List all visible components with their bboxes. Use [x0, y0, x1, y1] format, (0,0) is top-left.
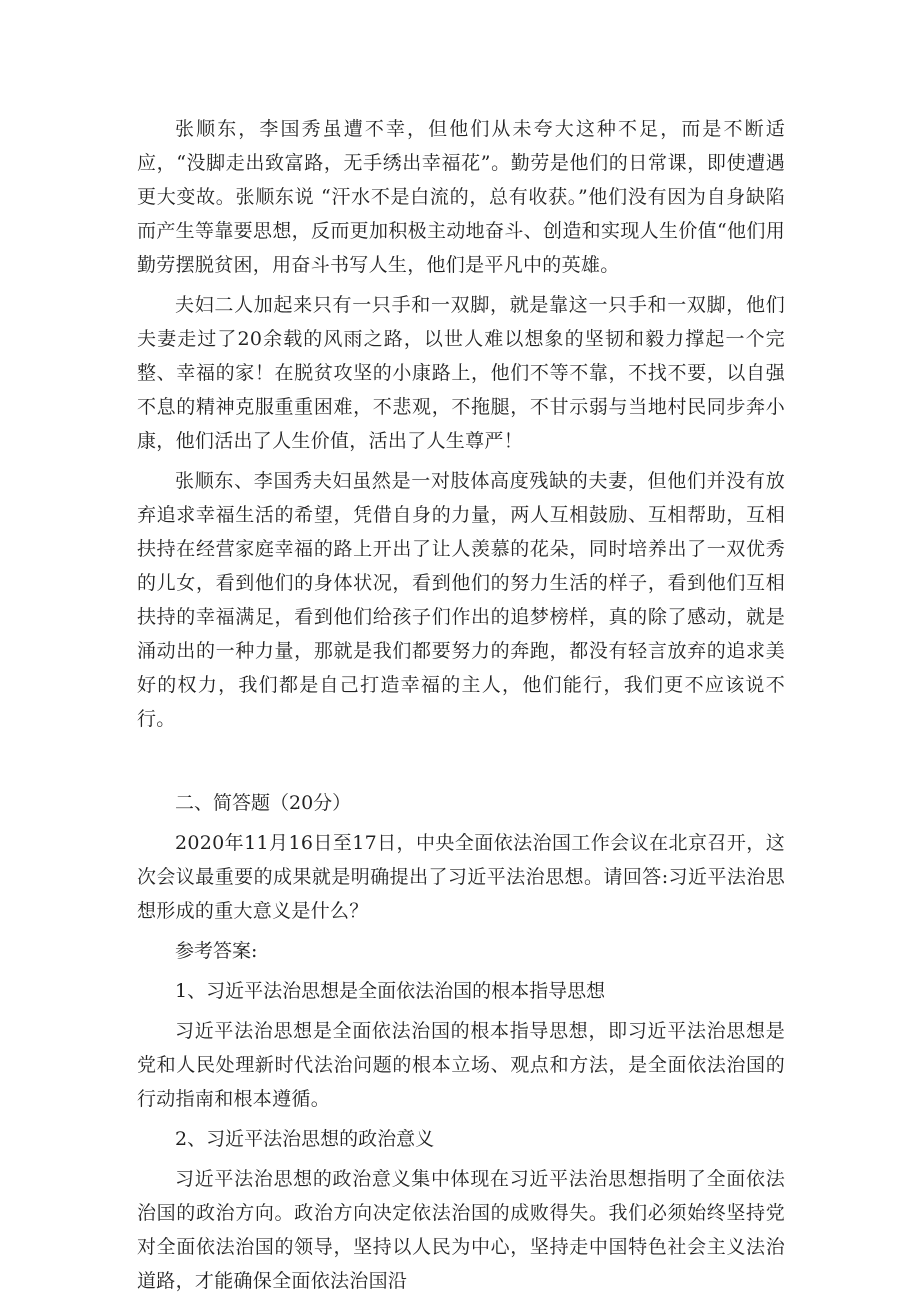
point-2-title: 2、习近平法治思想的政治意义	[175, 1128, 435, 1150]
document-page	[137, 112, 785, 1304]
point-2-body: 习近平法治思想的政治意义集中体现在习近平法治思想指明了全面依法治国的政治方向。政治方向决定依法治国的成败得失。我们必须始终坚持党对全面依法治国的领导，坚持以人民为中心，坚持走中国特色社会主义法治道路，才能确保全面依法治国沿	[137, 1168, 785, 1292]
paragraph-2: 夫妇二人加起来只有一只手和一双脚，就是靠这一只手和一双脚，他们夫妻走过了20余载的风雨之路，以世人难以想象的坚韧和毅力撑起一个完整、幸福的家！在脱贫攻坚的小康路上，他们不等不靠，不找不要，以自强不息的精神克服重重困难，不悲观，不拖腿，不甘示弱与当地村民同步奔小康，他们活出了人生价值，活出了人生尊严！	[137, 294, 785, 452]
answer-label: 参考答案:	[175, 940, 258, 962]
point-1-title: 1、习近平法治思想是全面依法治国的根本指导思想	[175, 980, 606, 1002]
question-paragraph: 2020年11月16日至17日，中央全面依法治国工作会议在北京召开，这次会议最重要的成果就是明确提出了习近平法治思想。请回答:习近平法治思想形成的重大意义是什么？	[137, 832, 785, 922]
section-heading: 二、简答题（20分）	[175, 792, 352, 814]
paragraph-1: 张顺东，李国秀虽遭不幸，但他们从未夸大这种不足，而是不断适应，“没脚走出致富路，无手绣出幸福花”。勤劳是他们的日常课，即使遭遇更大变故。张顺东说 “汗水不是白流的，总有收获。”他们没有因为自身缺陷而产生等靠要思想，反而更加积极主动地奋斗、创造和实现人生价值“他们用勤劳摆脱贫困，用奋斗书写人生，他们是平凡中的英雄。	[137, 118, 785, 276]
point-1-body: 习近平法治思想是全面依法治国的根本指导思想，即习近平法治思想是党和人民处理新时代法治问题的根本立场、观点和方法，是全面依法治国的行动指南和根本遵循。	[137, 1020, 785, 1110]
paragraph-3: 张顺东、李国秀夫妇虽然是一对肢体高度残缺的夫妻，但他们并没有放弃追求幸福生活的希望，凭借自身的力量，两人互相鼓励、互相帮助，互相扶持在经营家庭幸福的路上开出了让人羡慕的花朵，同时培养出了一双优秀的儿女，看到他们的身体状况，看到他们的努力生活的样子，看到他们互相扶持的幸福满足，看到他们给孩子们作出的追梦榜样，真的除了感动，就是涌动出的一种力量，那就是我们都要努力的奔跑，都没有轻言放弃的追求美好的权力，我们都是自己打造幸福的主人，他们能行，我们更不应该说不行。	[137, 470, 785, 730]
section-spacer	[137, 742, 785, 786]
